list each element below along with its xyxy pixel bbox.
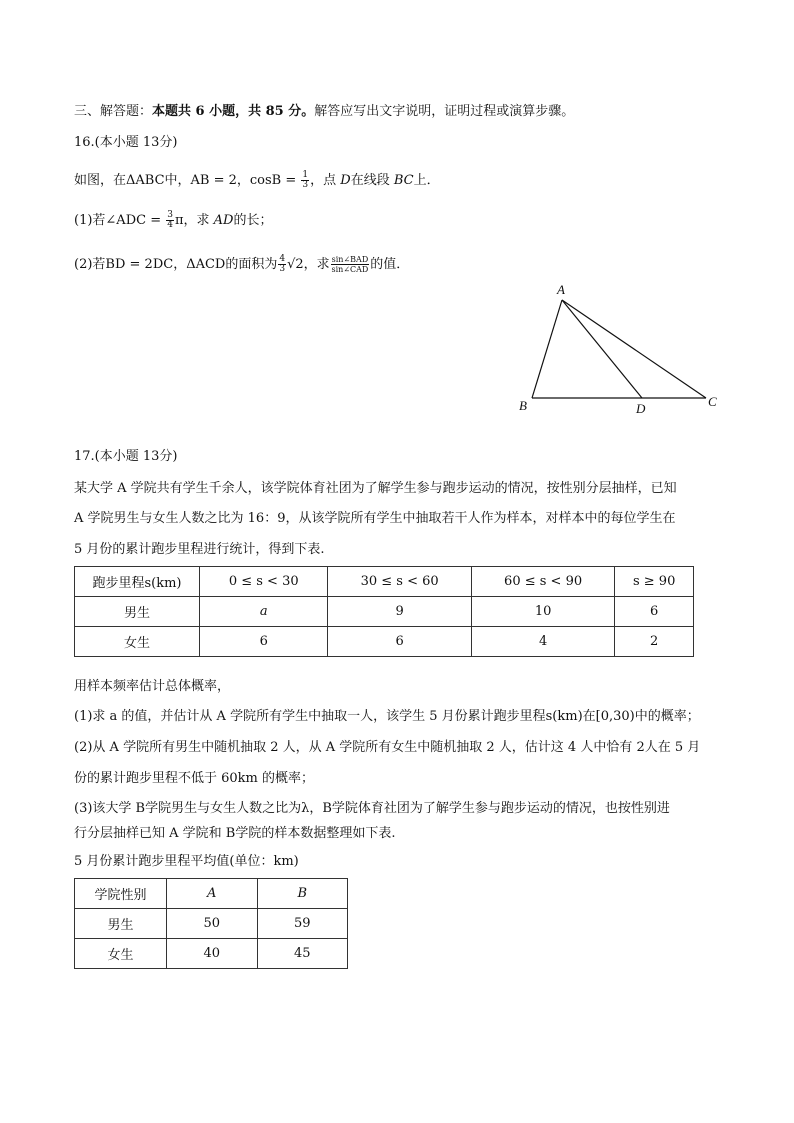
segment-AB xyxy=(532,300,562,398)
label-C: C xyxy=(708,394,717,409)
mileage-table xyxy=(74,566,694,657)
q17-line: 某大学 A 学院共有学生千余人，该学院体育社团为了解学生参与跑步运动的情况，按性别分层抽样，已知 xyxy=(74,481,677,496)
table-row: 男生 a 9 10 6 xyxy=(75,597,694,627)
label-D: D xyxy=(636,401,646,416)
q16-title: 16.(本小题 13分) xyxy=(74,135,178,150)
q17-part2: (2)从 A 学院所有男生中随机抽取 2 人，从 A 学院所有女生中随机抽取 2 人，估计这 4 人中恰有 2人在 5 月 xyxy=(74,740,701,755)
q16-part2: (2)若BD = 2DC，ΔACD的面积为 $\frac{4}{3}$ √2，求 $\frac{\text{sin∠BAD}}{\text{sin∠CAD}}$ 的值． xyxy=(74,254,410,274)
segment-AC xyxy=(562,300,706,398)
table-row: 女生 40 45 xyxy=(75,939,348,969)
segment-AD xyxy=(562,300,642,398)
average-mileage-table xyxy=(74,878,348,969)
q16-stem: 如图，在ΔABC中，AB = 2，cosB = $\frac{1}{3}$ ，点 D在线段 BC上． xyxy=(74,170,440,190)
table-row: 女生 6 6 4 2 xyxy=(75,627,694,657)
q16-part1: (1)若∠ADC = $\frac{3}{4}$ π，求 AD的长； xyxy=(74,210,273,230)
q17-text: 用样本频率估计总体概率， xyxy=(74,679,231,694)
q17-part2-cont: 份的累计跑步里程不低于 60km 的概率； xyxy=(74,771,315,786)
table-header-row: 跑步里程s(km) 0 ≤ s < 30 30 ≤ s < 60 60 ≤ s < 90 s ≥ 90 xyxy=(75,567,694,597)
q17-part3-cont: 行分层抽样已知 A 学院和 B学院的样本数据整理如下表. xyxy=(74,826,396,841)
label-A: A xyxy=(557,282,565,297)
q17-part3: (3)该大学 B学院男生与女生人数之比为λ，B学院体育社团为了解学生参与跑步运动的情况，也按性别进 xyxy=(74,801,670,816)
section-heading: 三、解答题：本题共 6 小题，共 85 分。解答应写出文字说明，证明过程或演算步骤。 xyxy=(74,104,575,119)
table2-caption: 5 月份累计跑步里程平均值(单位：km) xyxy=(74,854,299,869)
q17-title: 17.(本小题 13分) xyxy=(74,449,178,464)
q17-line: A 学院男生与女生人数之比为 16：9，从该学院所有学生中抽取若干人作为样本，对样本中的每位学生在 xyxy=(74,511,676,526)
q17-part1: (1)求 a 的值，并估计从 A 学院所有学生中抽取一人，该学生 5 月份累计跑步里程s(km)在[0,30)中的概率； xyxy=(74,709,700,724)
table-header-row: 学院性别 A B xyxy=(75,879,348,909)
q17-line: 5 月份的累计跑步里程进行统计，得到下表. xyxy=(74,542,325,557)
table-row: 男生 50 59 xyxy=(75,909,348,939)
label-B: B xyxy=(519,398,527,413)
